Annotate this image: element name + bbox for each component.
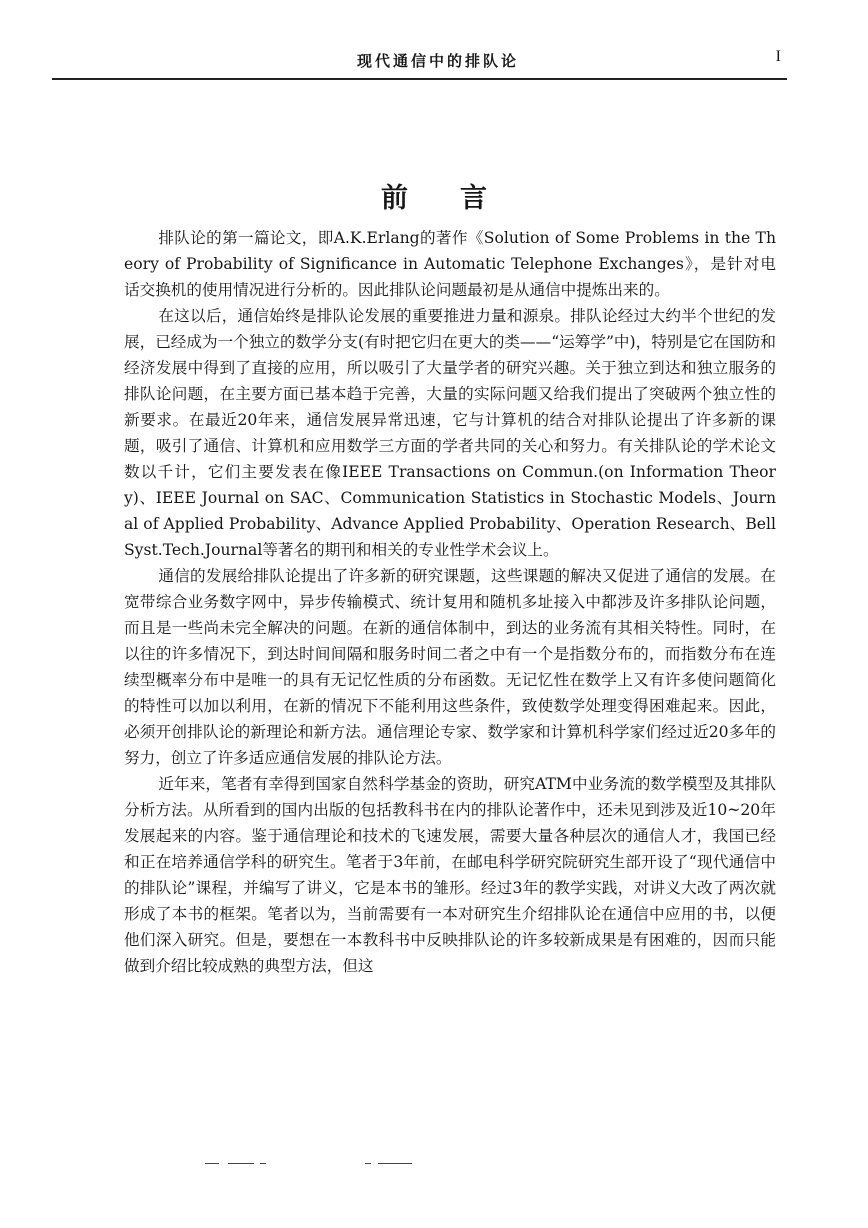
running-header	[52, 44, 787, 80]
page-number: I	[775, 48, 781, 65]
section-title: 前言	[381, 183, 539, 214]
paragraph: 在这以后，通信始终是排队论发展的重要推进力量和源泉。排队论经过大约半个世纪的发展，已经成为一个独立的数学分支(有时把它归在更大的类——“运筹学”中)，特别是它在国防和经济发展中得到了直接的应用，所以吸引了大量学者的研究兴趣。关于独立到达和独立服务的排队论问题，在主要方面已基本趋于完善，大量的实际问题又给我们提出了突破两个独立性的新要求。在最近20年来，通信发展异常迅速，它与计算机的结合对排队论提出了许多新的课题，吸引了通信、计算机和应用数学三方面的学者共同的关心和努力。有关排队论的学术论文数以千计，它们主要发表在像IEEE Transactions on Commun.(on Information Theory)、IEEE Journal on SAC、Communication Statistics in Stochastic Models、Journal of Applied Probability、Advance Applied Probability、Operation Research、Bell Syst.Tech.Journal等著名的期刊和相关的专业性学术会议上。	[124, 307, 776, 559]
scan-mark	[378, 1163, 412, 1164]
scan-mark	[228, 1163, 254, 1164]
paragraph: 排队论的第一篇论文，即A.K.Erlang的著作《Solution of Some Problems in the Theory of Probability of Significance in Automatic Telephone Exchanges》，是针对电话交换机的使用情况进行分析的。因此排队论问题最初是从通信中提炼出来的。	[124, 229, 776, 299]
running-header-title: 现代通信中的排队论	[357, 52, 520, 70]
scan-mark	[260, 1163, 266, 1164]
footer-scan-marks	[0, 1163, 868, 1167]
preface-body	[124, 225, 776, 979]
scan-mark	[365, 1163, 371, 1164]
paragraph: 通信的发展给排队论提出了许多新的研究课题，这些课题的解决又促进了通信的发展。在宽带综合业务数字网中，异步传输模式、统计复用和随机多址接入中都涉及许多排队论问题，而且是一些尚未完全解决的问题。在新的通信体制中，到达的业务流有其相关特性。同时，在以往的许多情况下，到达时间间隔和服务时间二者之中有一个是指数分布的，而指数分布在连续型概率分布中是唯一的具有无记忆性质的分布函数。无记忆性在数学上又有许多使问题简化的特性可以加以利用，在新的情况下不能利用这些条件，致使数学处理变得困难起来。因此，必须开创排队论的新理论和新方法。通信理论专家、数学家和计算机科学家们经过近20多年的努力，创立了许多适应通信发展的排队论方法。	[124, 567, 776, 767]
paragraph: 近年来，笔者有幸得到国家自然科学基金的资助，研究ATM中业务流的数学模型及其排队分析方法。从所看到的国内出版的包括教科书在内的排队论著作中，还未见到涉及近10~20年发展起来的内容。鉴于通信理论和技术的飞速发展，需要大量各种层次的通信人才，我国已经和正在培养通信学科的研究生。笔者于3年前，在邮电科学研究院研究生部开设了“现代通信中的排队论”课程，并编写了讲义，它是本书的雏形。经过3年的教学实践，对讲义大改了两次就形成了本书的框架。笔者以为，当前需要有一本对研究生介绍排队论在通信中应用的书，以便他们深入研究。但是，要想在一本教科书中反映排队论的许多较新成果是有困难的，因而只能做到介绍比较成熟的典型方法，但这	[124, 775, 776, 975]
scan-mark	[205, 1163, 219, 1164]
